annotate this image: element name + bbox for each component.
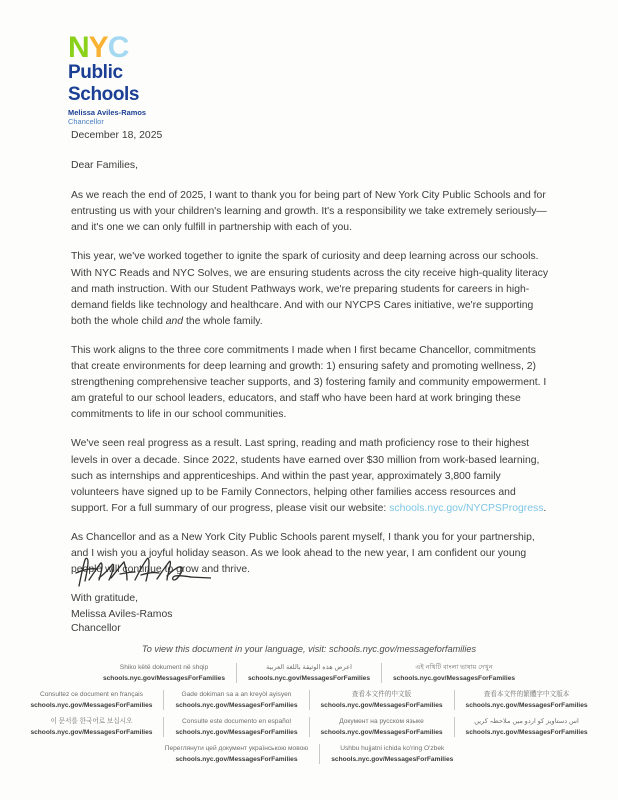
- language-cell: [154, 744, 320, 764]
- language-row: [0, 717, 618, 737]
- logo-schools-line: Schools: [68, 84, 140, 105]
- language-url-link[interactable]: schools.nyc.gov/MessagesForFamilies: [175, 701, 298, 709]
- language-url-link[interactable]: schools.nyc.gov/MessagesForFamilies: [320, 728, 443, 736]
- letter-paragraph-5: As Chancellor and as a New York City Public Schools parent myself, I thank you for your partnership, and I wish you a joyful holiday season. As we look ahead to the new year, I am confident our young people will continue to grow and thrive.: [71, 531, 535, 576]
- letter-paragraph-2: [71, 249, 549, 329]
- nyc-wordmark: [68, 31, 268, 64]
- logo-letter-y: Y: [88, 31, 108, 64]
- language-url-link[interactable]: schools.nyc.gov/MessagesForFamilies: [102, 674, 225, 682]
- paragraph-4-text-b: .: [543, 502, 547, 514]
- language-native-label: Gade dokiman sa a an kreyòl ayisyen: [181, 691, 292, 698]
- language-native-label: 이 문서를 한국어로 보십시오: [50, 718, 133, 725]
- language-cell: [236, 663, 381, 683]
- language-url-link[interactable]: schools.nyc.gov/MessagesForFamilies: [175, 755, 298, 763]
- language-url-link[interactable]: schools.nyc.gov/MessagesForFamilies: [320, 701, 443, 709]
- language-rows-container: [0, 663, 618, 764]
- language-row: [0, 690, 618, 710]
- language-cell: [309, 717, 454, 737]
- letter-paragraph-4: [71, 436, 549, 516]
- language-cell: [454, 717, 599, 737]
- letterhead-chancellor-title: Chancellor: [68, 117, 104, 126]
- language-url-link[interactable]: schools.nyc.gov/MessagesForFamilies: [30, 701, 153, 709]
- letterhead-chancellor-name: Melissa Aviles-Ramos: [68, 108, 147, 117]
- letter-salutation: Dear Families,: [71, 160, 138, 172]
- letterhead-logo: [68, 31, 268, 126]
- paragraph-2-text-b: the whole family.: [183, 315, 263, 327]
- language-native-label: Shiko këtë dokument në shqip: [119, 664, 209, 671]
- language-row: [0, 663, 618, 683]
- language-cell: [92, 663, 236, 683]
- letter-paragraph-1: As we reach the end of 2025, I want to thank you for being part of New York City Public Schools and for entrusting us with your children's learning and growth. It's a responsibility we take extremely seriously—and it's one we can only fulfill in partnership with each of you.: [71, 190, 547, 234]
- language-cell: [309, 690, 454, 710]
- paragraph-2-emphasis: and: [165, 315, 184, 327]
- progress-website-link[interactable]: schools.nyc.gov/NYCPSProgress: [389, 502, 544, 514]
- signature-title: Chancellor: [71, 623, 121, 634]
- footer-heading: To view this document in your language, visit: schools.nyc.gov/messageforfamilies: [141, 644, 477, 654]
- language-url-link[interactable]: schools.nyc.gov/MessagesForFamilies: [30, 728, 153, 736]
- language-url-link[interactable]: schools.nyc.gov/MessagesForFamilies: [175, 728, 298, 736]
- letter-closing: With gratitude,: [71, 593, 138, 605]
- language-native-label: 查看本文件的繁體字中文版本: [483, 691, 570, 698]
- language-native-label: Consultez ce document en français: [39, 691, 143, 698]
- language-cell: [163, 717, 308, 737]
- language-url-link[interactable]: schools.nyc.gov/MessagesForFamilies: [465, 728, 588, 736]
- language-native-label: Consulte este documento en español: [182, 718, 291, 725]
- language-native-label: 查看本文件的中文版: [351, 691, 412, 698]
- language-native-label: Переглянути цей документ українською мовою: [164, 745, 309, 752]
- language-cell: [19, 717, 163, 737]
- logo-letter-n: N: [68, 31, 89, 64]
- translation-footer: [0, 644, 618, 771]
- handwritten-signature-image: [71, 556, 211, 590]
- language-cell: [454, 690, 599, 710]
- language-cell: [319, 744, 464, 764]
- language-url-link[interactable]: schools.nyc.gov/MessagesForFamilies: [393, 674, 516, 682]
- letter-body: [71, 128, 549, 620]
- letter-paragraph-3: This work aligns to the three core commitments I made when I first became Chancellor, commitments that create environments for deep learning and growth: 1) ensuring safety and promoting wellness, 2) strengthening comprehensive teacher supports, and 3) fostering family and community empowerment. I am grateful to our school leaders, educators, and staff who have been hard at work bringing these commitments to life in our school communities.: [71, 344, 547, 421]
- language-cell: [163, 690, 308, 710]
- language-native-label: Ushbu hujjatni ichida ko'ring O'zbek: [340, 745, 445, 752]
- logo-public-line: Public: [68, 62, 123, 83]
- paragraph-2-text-a: This year, we've worked together to ignite the spark of curiosity and deep learning across our schools. With NYC Reads and NYC Solves, we are ensuring students across the city receive high-quality literacy and math instruction. With our Student Pathways work, we're preparing students for careers in high-demand fields like technology and healthcare. And with our NYCPS Cares initiative, we're supporting both the whole child: [71, 251, 549, 327]
- paragraph-4-text-a: We've seen real progress as a result. Last spring, reading and math proficiency rose to their highest levels in over a decade. Since 2022, students have earned over $30 million from work-based learning, such as internships and apprenticeships. And within the past year, approximately 3,800 family volunteers have signed up to be Family Connectors, helping other families access resources and support. For a full summary of our progress, please visit our website:: [71, 438, 540, 514]
- language-url-link[interactable]: schools.nyc.gov/MessagesForFamilies: [465, 701, 588, 709]
- language-native-label: اعرض هذه الوثيقة باللغة العربية: [266, 664, 352, 671]
- language-native-label: এই নথিটি বাংলা ভাষায় দেখুন: [415, 664, 493, 671]
- language-cell: [381, 663, 526, 683]
- language-native-label: Документ на русском языке: [339, 718, 424, 725]
- language-cell: [19, 690, 163, 710]
- language-url-link[interactable]: schools.nyc.gov/MessagesForFamilies: [331, 755, 454, 763]
- signature-block: [71, 556, 371, 636]
- letter-date: December 18, 2025: [71, 130, 163, 141]
- language-url-link[interactable]: schools.nyc.gov/MessagesForFamilies: [247, 674, 371, 682]
- signature-name: Melissa Aviles-Ramos: [71, 609, 173, 620]
- logo-letter-c: C: [107, 31, 129, 64]
- language-row: [0, 744, 618, 764]
- language-native-label: اس دستاویز کو اردو میں ملاحظہ کریں: [474, 718, 579, 725]
